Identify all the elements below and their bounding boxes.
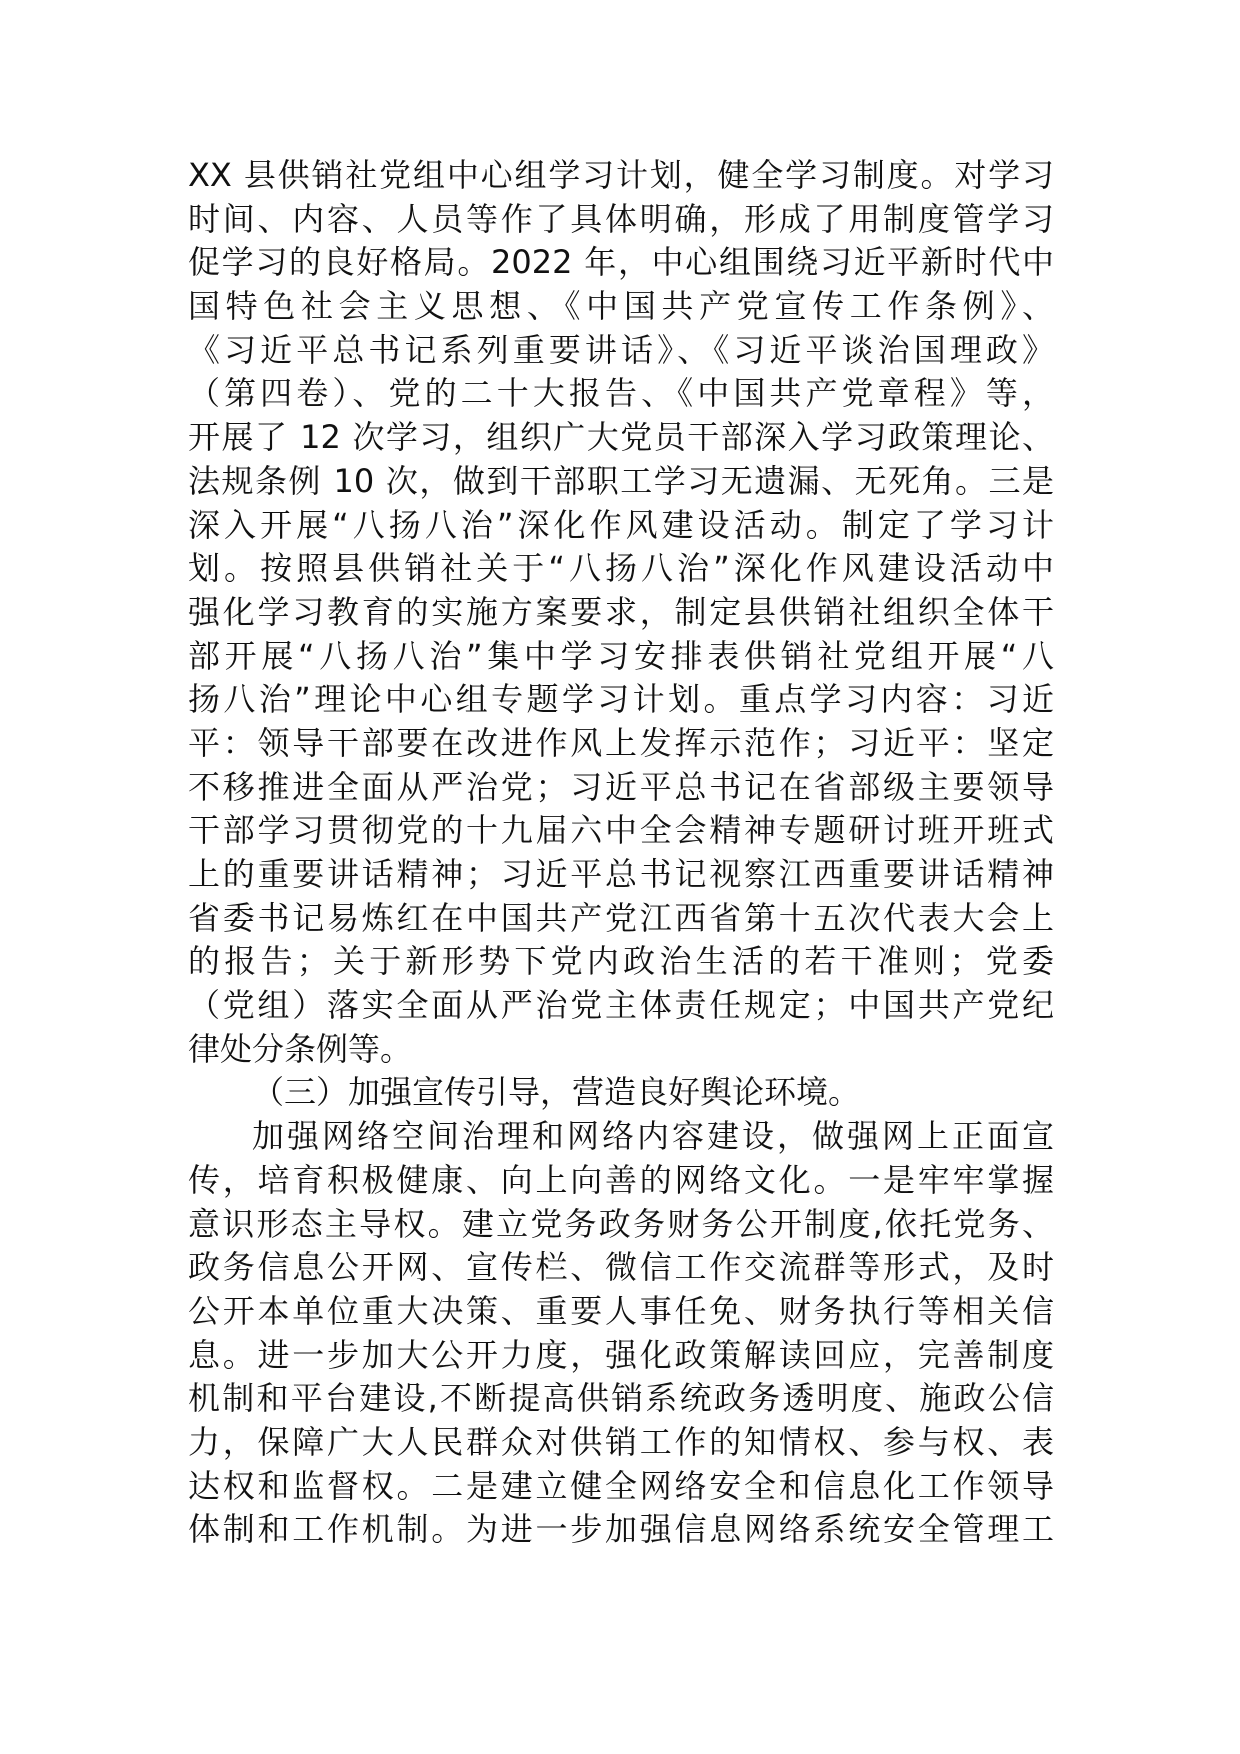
text-line: 上的重要讲话精神；习近平总书记视察江西重要讲话精神 [188,855,1054,893]
text-line: 《习近平总书记系列重要讲话》、《习近平谈治国理政》 [188,330,1054,369]
text-line: 法规条例 10 次，做到干部职工学习无遗漏、无死角。三是 [188,461,1054,500]
text-line: 息。进一步加大公开力度，强化政策解读回应，完善制度 [188,1335,1054,1374]
text-line: 意识形态主导权。建立党务政务财务公开制度,依托党务、 [188,1204,1054,1243]
text-line: 省委书记易炼红在中国共产党江西省第十五次代表大会上 [188,898,1054,937]
text-line: 达权和监督权。二是建立健全网络安全和信息化工作领导 [188,1466,1054,1505]
text-line: 国特色社会主义思想、《中国共产党宣传工作条例》、 [188,287,1054,326]
document-body [188,154,1054,1552]
text-line: 不移推进全面从严治党；习近平总书记在省部级主要领导 [188,767,1054,806]
text-line: 机制和平台建设,不断提高供销系统政务透明度、施政公信 [188,1379,1054,1418]
text-line: （党组）落实全面从严治党主体责任规定；中国共产党纪 [188,986,1054,1025]
text-line: XX 县供销社党组中心组学习计划，健全学习制度。对学习 [188,156,1054,194]
paragraph-2 [188,1115,1054,1552]
text-line: 扬八治”理论中心组专题学习计划。重点学习内容：习近 [188,680,1054,719]
text-line: 开展了 12 次学习，组织广大党员干部深入学习政策理论、 [188,418,1054,457]
text-line: 力，保障广大人民群众对供销工作的知情权、参与权、表 [188,1422,1054,1461]
text-line: 的报告；关于新形势下党内政治生活的若干准则；党委 [188,942,1054,981]
text-line: 深入开展“八扬八治”深化作风建设活动。制定了学习计 [188,505,1054,544]
text-line: 体制和工作机制。为进一步加强信息网络系统安全管理工 [188,1510,1054,1549]
text-line: 划。按照县供销社关于“八扬八治”深化作风建设活动中 [188,549,1054,588]
text-line: （第四卷）、党的二十大报告、《中国共产党章程》等， [188,374,1054,413]
text-line: 加强网络空间治理和网络内容建设，做强网上正面宣 [252,1117,1054,1156]
text-line: 律处分条例等。 [188,1029,413,1068]
text-line: 传，培育积极健康、向上向善的网络文化。一是牢牢掌握 [188,1160,1054,1199]
section-heading: （三）加强宣传引导，营造良好舆论环境。 [252,1073,861,1112]
text-line: 政务信息公开网、宣传栏、微信工作交流群等形式，及时 [188,1248,1054,1287]
text-line: 时间、内容、人员等作了具体明确，形成了用制度管学习 [188,199,1054,238]
text-line: 平：领导干部要在改进作风上发挥示范作；习近平：坚定 [188,723,1054,762]
text-line: 部开展“八扬八治”集中学习安排表供销社党组开展“八 [188,636,1054,675]
text-line: 强化学习教育的实施方案要求，制定县供销社组织全体干 [188,592,1054,631]
text-line: 公开本单位重大决策、重要人事任免、财务执行等相关信 [188,1291,1054,1330]
text-line: 干部学习贯彻党的十九届六中全会精神专题研讨班开班式 [188,811,1054,850]
paragraph-1 [188,154,1054,1071]
text-line: 促学习的良好格局。2022 年，中心组围绕习近平新时代中 [188,243,1054,282]
